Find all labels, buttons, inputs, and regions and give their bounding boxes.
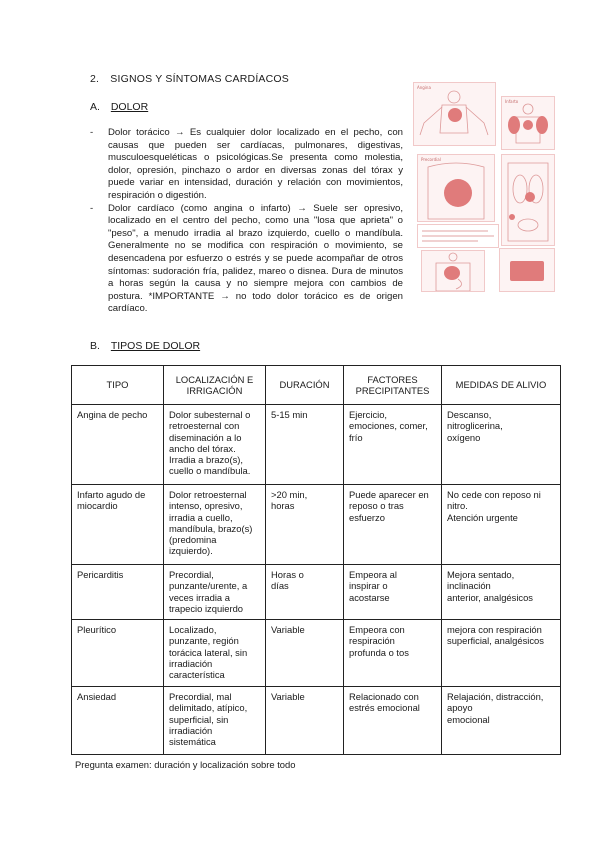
pain-zones-illustration [413, 82, 553, 290]
cell-tipo: Ansiedad [72, 687, 164, 755]
abdomen-figure [422, 251, 484, 291]
table-row [72, 485, 561, 565]
table-row [72, 620, 561, 687]
cell-alivio: Mejora sentado, inclinación anterior, analgésicos [442, 565, 561, 620]
cell-tipo: Pericarditis [72, 565, 164, 620]
cell-alivio: mejora con respiración superficial, analgésicos [442, 620, 561, 687]
pain-types-table [71, 365, 561, 755]
cell-tipo: Infarto agudo de miocardio [72, 485, 164, 565]
cell-factores: Empeora al inspirar o acostarse [344, 565, 442, 620]
cell-duracion: Variable [266, 687, 344, 755]
figure-panel-abdomen [421, 250, 485, 292]
section-title: SIGNOS Y SÍNTOMAS CARDÍACOS [110, 73, 289, 85]
figure-caption-box [417, 224, 499, 248]
cell-factores: Relacionado con estrés emocional [344, 687, 442, 755]
cell-duracion: Horas o días [266, 565, 344, 620]
bullet-text-chest-pain: Dolor torácico → Es cualquier dolor localizado en el pecho, con causas que pueden ser cardíacas, pulmonares, digestivas, musculoesqueléticas o psicológicas.Se presenta como molestia, dolor, opresión, pinchazo o ardor en diversas zonas del tórax y puede variar en intensidad, duración y relación con movimientos, respiración o digestión. [108, 127, 403, 201]
subsection-a-heading [90, 101, 148, 113]
cell-factores: Puede aparecer en reposo o tras esfuerzo [344, 485, 442, 565]
cell-alivio: No cede con reposo ni nitro. Atención urgente [442, 485, 561, 565]
subsection-b-title: TIPOS DE DOLOR [110, 340, 201, 352]
cell-duracion: Variable [266, 620, 344, 687]
figure-panel-shoulders: Infarto [501, 96, 555, 150]
section-number: 2. [90, 73, 100, 85]
subsection-b-letter: B. [90, 340, 100, 352]
exam-note: Pregunta examen: duración y localización sobre todo [75, 759, 296, 770]
cell-duracion: >20 min, horas [266, 485, 344, 565]
section-heading [90, 73, 289, 85]
organs-figure [502, 155, 554, 245]
figure-panel-rect [499, 248, 555, 292]
table-header-row [72, 366, 561, 405]
cell-localizacion: Dolor subesternal o retroesternal con diseminación a lo ancho del tórax. Irradia a brazo(s), cuello o mandíbula. [164, 405, 266, 485]
header-duracion: DURACIÓN [266, 366, 344, 405]
torso-arms-figure [414, 83, 495, 145]
subsection-b-heading [90, 340, 200, 352]
header-localizacion: LOCALIZACIÓN E IRRIGACIÓN [164, 366, 266, 405]
cell-factores: Ejercicio, emociones, comer, frío [344, 405, 442, 485]
figure-panel-organs [501, 154, 555, 246]
cell-localizacion: Localizado, punzante, región torácica lateral, sin irradiación característica [164, 620, 266, 687]
header-factores: FACTORES PRECIPITANTES [344, 366, 442, 405]
cell-tipo: Pleurítico [72, 620, 164, 687]
bullet-text-cardiac-pain: Dolor cardíaco (como angina o infarto) → Suele ser opresivo, localizado en el centro del pecho, como una "losa que aprieta" o "peso", a menudo irradia al brazo izquierdo, cuello o mandíbula. Generalmente no se modifica con respiración o movimiento, se desencadena por esfuerzo o estrés y se puede acompañar de otros síntomas: sudoración fría, palidez, mareo o disnea. Dura de minutos a horas según la causa y no siempre mejora con cambios de postura. *IMPORTANTE → no todo dolor torácico es de origen cardíaco. [108, 202, 403, 315]
table-row [72, 405, 561, 485]
cell-localizacion: Dolor retroesternal intenso, opresivo, irradia a cuello, mandíbula, brazo(s) (predomina izquierdo). [164, 485, 266, 565]
figure-panel-arms: Angina [413, 82, 496, 146]
cell-alivio: Relajación, distracción, apoyo emocional [442, 687, 561, 755]
rect-chest-figure [500, 249, 554, 291]
cell-alivio: Descanso, nitroglicerina, oxígeno [442, 405, 561, 485]
bullet-list [90, 127, 403, 316]
cell-factores: Empeora con respiración profunda o tos [344, 620, 442, 687]
cell-localizacion: Precordial, punzante/urente, a veces irradia a trapecio izquierdo [164, 565, 266, 620]
figure-panel-chest: Precordial [417, 154, 495, 222]
header-tipo: TIPO [72, 366, 164, 405]
subsection-a-title: DOLOR [110, 101, 149, 113]
caption-lines [418, 225, 498, 247]
shoulders-figure [502, 97, 554, 149]
chest-figure [418, 155, 494, 221]
subsection-a-letter: A. [90, 101, 100, 113]
cell-tipo: Angina de pecho [72, 405, 164, 485]
list-item: - Dolor torácico → Es cualquier dolor localizado en el pecho, con causas que pueden ser cardíacas, pulmonares, digestivas, musculoesqueléticas o psicológicas.Se presenta como molestia, dolor, opresión, pinchazo o ardor en diversas zonas del tórax y puede variar en intensidad, duración y relación con movimientos, respiración o digestión. [90, 127, 403, 201]
table-row [72, 565, 561, 620]
cell-duracion: 5-15 min [266, 405, 344, 485]
header-alivio: MEDIDAS DE ALIVIO [442, 366, 561, 405]
list-item: - Dolor cardíaco (como angina o infarto) → Suele ser opresivo, localizado en el centro del pecho, como una "losa que aprieta" o "peso", a menudo irradia al brazo izquierdo, cuello o mandíbula. Generalmente no se modifica con respiración o movimiento, se desencadena por esfuerzo o estrés y se puede acompañar de otros síntomas: sudoración fría, palidez, mareo o disnea. Dura de minutos a horas según la causa y no siempre mejora con cambios de postura. *IMPORTANTE → no todo dolor torácico es de origen cardíaco. [90, 202, 403, 315]
cell-localizacion: Precordial, mal delimitado, atípico, superficial, sin irradiación sistemática [164, 687, 266, 755]
table-row [72, 687, 561, 755]
